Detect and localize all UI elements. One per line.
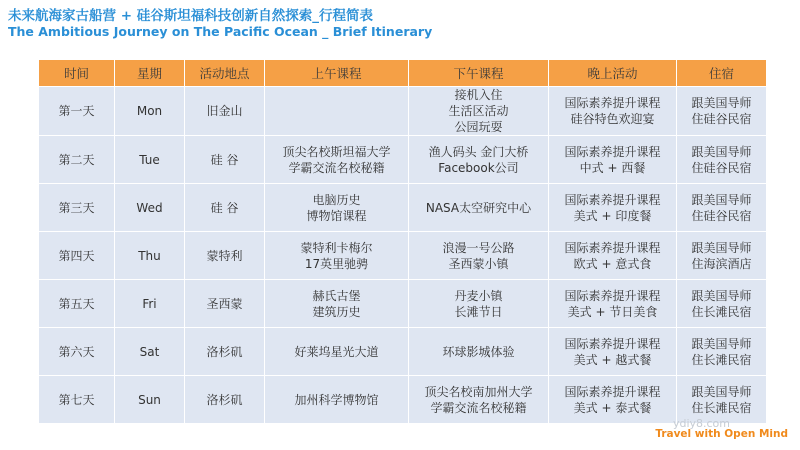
- cell-lodging-line: 住长滩民宿: [691, 352, 752, 367]
- cell-lodging: [677, 136, 767, 184]
- header-afternoon: 下午课程: [409, 60, 549, 87]
- cell-afternoon-line: 渔人码头 金门大桥: [428, 144, 529, 159]
- header-lodging: 住宿: [677, 60, 767, 87]
- cell-morning: [265, 376, 409, 424]
- cell-afternoon: [409, 184, 549, 232]
- cell-evening-line: 国际素养提升课程: [564, 96, 661, 110]
- cell-day: 第三天: [39, 184, 115, 232]
- cell-day: 第四天: [39, 232, 115, 280]
- table-row: [39, 87, 767, 136]
- cell-morning-line: 电脑历史: [312, 192, 361, 207]
- cell-morning: [265, 280, 409, 328]
- cell-evening: [549, 136, 677, 184]
- header-location: 活动地点: [185, 60, 265, 87]
- cell-morning: [265, 87, 409, 136]
- cell-morning-line: 蒙特利卡梅尔: [300, 240, 373, 255]
- cell-day: 第一天: [39, 87, 115, 136]
- cell-day: 第五天: [39, 280, 115, 328]
- cell-day: 第二天: [39, 136, 115, 184]
- tagline: Travel with Open Mind: [655, 428, 788, 440]
- cell-afternoon-line: 公园玩耍: [454, 120, 503, 134]
- watermark: ydiy8.com: [672, 417, 730, 430]
- cell-location: 蒙特利: [185, 232, 265, 280]
- cell-location: 硅 谷: [185, 184, 265, 232]
- cell-morning: [265, 232, 409, 280]
- cell-afternoon-line: 生活区活动: [448, 104, 509, 118]
- cell-evening-line: 国际素养提升课程: [564, 336, 661, 351]
- cell-evening: [549, 184, 677, 232]
- cell-weekday: Wed: [115, 184, 185, 232]
- cell-morning: [265, 136, 409, 184]
- cell-morning-line: 赫氏古堡: [312, 288, 361, 303]
- cell-weekday: Sun: [115, 376, 185, 424]
- cell-lodging: [677, 280, 767, 328]
- cell-afternoon-line: 顶尖名校南加州大学: [424, 384, 533, 399]
- cell-afternoon-line: 接机入住: [454, 88, 503, 102]
- cell-location: 硅 谷: [185, 136, 265, 184]
- cell-evening: [549, 87, 677, 136]
- cell-lodging: [677, 328, 767, 376]
- table-row: [39, 376, 767, 424]
- cell-lodging-line: 住硅谷民宿: [691, 112, 752, 126]
- cell-lodging-line: 住硅谷民宿: [691, 160, 752, 175]
- cell-lodging-line: 跟美国导师: [691, 240, 752, 255]
- cell-afternoon-line: 浪漫一号公路: [442, 240, 515, 255]
- cell-afternoon: [409, 136, 549, 184]
- cell-afternoon: [409, 328, 549, 376]
- cell-lodging-line: 住硅谷民宿: [691, 208, 752, 223]
- cell-evening-line: 硅谷特色欢迎宴: [570, 112, 655, 126]
- cell-afternoon-line: 丹麦小镇: [454, 288, 503, 303]
- cell-evening-line: 美式 + 越式餐: [573, 352, 652, 367]
- cell-weekday: Thu: [115, 232, 185, 280]
- cell-weekday: Sat: [115, 328, 185, 376]
- cell-evening: [549, 376, 677, 424]
- cell-morning: [265, 328, 409, 376]
- cell-lodging-line: 住长滩民宿: [691, 400, 752, 415]
- cell-location: 洛杉矶: [185, 376, 265, 424]
- cell-day: 第六天: [39, 328, 115, 376]
- cell-lodging-line: 跟美国导师: [691, 96, 752, 110]
- table-row: [39, 280, 767, 328]
- cell-location: 圣西蒙: [185, 280, 265, 328]
- cell-location: 洛杉矶: [185, 328, 265, 376]
- cell-afternoon-line: NASA太空研究中心: [425, 200, 532, 215]
- cell-evening-line: 国际素养提升课程: [564, 192, 661, 207]
- cell-lodging: [677, 184, 767, 232]
- cell-afternoon-line: Facebook公司: [438, 160, 519, 175]
- cell-morning-line: 建筑历史: [312, 304, 361, 319]
- header-morning: 上午课程: [265, 60, 409, 87]
- cell-evening-line: 国际素养提升课程: [564, 384, 661, 399]
- table-header-row: [39, 60, 767, 87]
- cell-morning-line: 好莱坞星光大道: [294, 344, 379, 359]
- cell-lodging: [677, 87, 767, 136]
- cell-evening-line: 欧式 + 意式食: [573, 256, 652, 271]
- cell-afternoon: [409, 232, 549, 280]
- cell-afternoon-line: 环球影城体验: [442, 344, 515, 359]
- cell-evening: [549, 328, 677, 376]
- cell-lodging-line: 跟美国导师: [691, 336, 752, 351]
- cell-afternoon-line: 圣西蒙小镇: [448, 256, 509, 271]
- cell-evening-line: 美式 + 节日美食: [567, 304, 658, 319]
- cell-afternoon: [409, 280, 549, 328]
- cell-lodging: [677, 232, 767, 280]
- cell-weekday: Mon: [115, 87, 185, 136]
- header-evening: 晚上活动: [549, 60, 677, 87]
- cell-evening-line: 美式 + 印度餐: [573, 208, 652, 223]
- table-row: [39, 328, 767, 376]
- cell-lodging-line: 跟美国导师: [691, 384, 752, 399]
- table-row: [39, 184, 767, 232]
- cell-lodging-line: 跟美国导师: [691, 144, 752, 159]
- cell-afternoon-line: 长滩节日: [454, 304, 503, 319]
- cell-evening: [549, 232, 677, 280]
- cell-lodging-line: 跟美国导师: [691, 288, 752, 303]
- page-title-chinese: 未来航海家古船营 + 硅谷斯坦福科技创新自然探索_行程简表: [8, 8, 373, 24]
- cell-weekday: Fri: [115, 280, 185, 328]
- cell-location: 旧金山: [185, 87, 265, 136]
- cell-lodging-line: 住长滩民宿: [691, 304, 752, 319]
- header-weekday: 星期: [115, 60, 185, 87]
- table-row: [39, 232, 767, 280]
- cell-afternoon: [409, 376, 549, 424]
- cell-afternoon-line: 学霸交流名校秘籍: [430, 400, 527, 415]
- cell-evening-line: 美式 + 泰式餐: [573, 400, 652, 415]
- cell-morning: [265, 184, 409, 232]
- cell-morning-line: 顶尖名校斯坦福大学: [282, 144, 391, 159]
- header-time: 时间: [39, 60, 115, 87]
- cell-evening-line: 国际素养提升课程: [564, 144, 661, 159]
- cell-morning-line: 17英里驰骋: [304, 256, 369, 271]
- cell-lodging-line: 住海滨酒店: [691, 256, 752, 271]
- cell-day: 第七天: [39, 376, 115, 424]
- cell-evening-line: 中式 + 西餐: [579, 160, 646, 175]
- cell-morning-line: 学霸交流名校秘籍: [288, 160, 385, 175]
- cell-morning-line: 博物馆课程: [306, 208, 367, 223]
- cell-evening-line: 国际素养提升课程: [564, 240, 661, 255]
- cell-morning-line: 加州科学博物馆: [294, 392, 379, 407]
- cell-lodging-line: 跟美国导师: [691, 192, 752, 207]
- cell-evening: [549, 280, 677, 328]
- cell-afternoon: [409, 87, 549, 136]
- itinerary-table: [38, 59, 767, 424]
- page-title-english: The Ambitious Journey on The Pacific Ocean _ Brief Itinerary: [8, 24, 433, 39]
- cell-weekday: Tue: [115, 136, 185, 184]
- cell-evening-line: 国际素养提升课程: [564, 288, 661, 303]
- table-row: [39, 136, 767, 184]
